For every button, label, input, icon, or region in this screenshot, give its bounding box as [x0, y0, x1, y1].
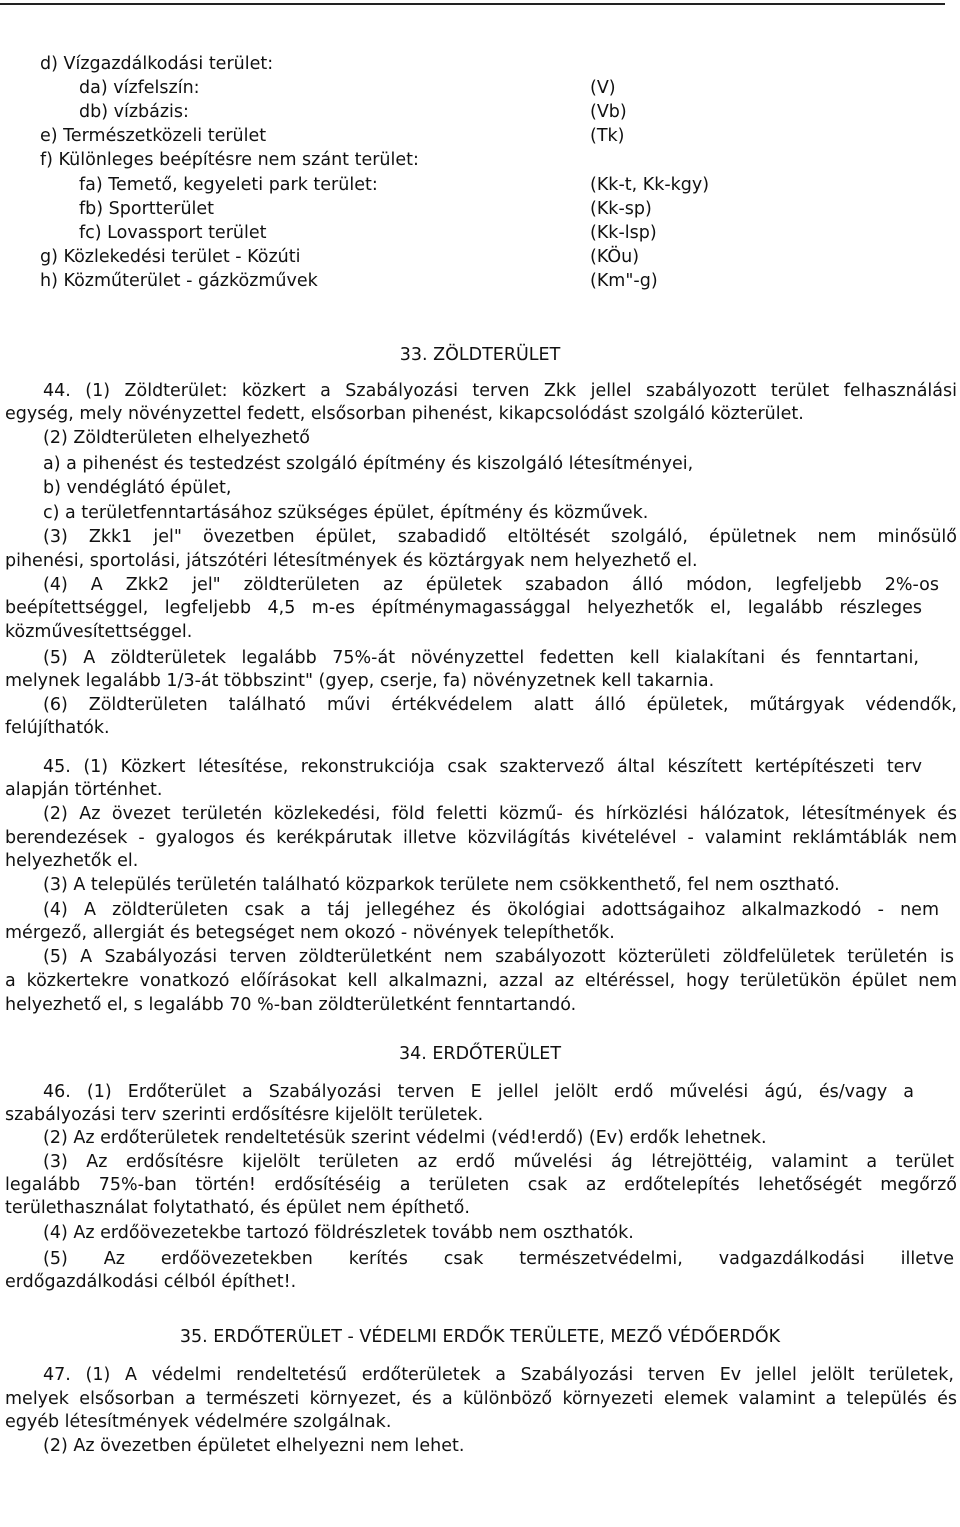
section-heading-35: 35. ERDŐTERÜLET - VÉDELMI ERDŐK TERÜLETE, MEZŐ VÉDŐERDŐK	[179, 1327, 781, 1347]
para-line: alapján történhet.	[5, 780, 163, 800]
top-rule	[0, 3, 945, 5]
para-line: melyek elsősorban a természeti környezet, és a különböző környezeti elemek valamint a település és	[5, 1389, 957, 1409]
para-line: (4) A zöldterületen csak a táj jellegéhez és ökológiai adottságaihoz alkalmazkodó - nem	[43, 900, 939, 920]
code-db: (Vb)	[590, 102, 627, 122]
list-item-db: db) vízbázis:	[79, 102, 189, 122]
para-line: felújíthatók.	[5, 718, 110, 738]
para-line: egyéb létesítmények védelmére szolgálnak.	[5, 1412, 392, 1432]
section-heading-33: 33. ZÖLDTERÜLET	[399, 345, 561, 365]
para-line: (6) Zöldterületen található művi értékvédelem alatt álló épületek, műtárgyak védendők,	[43, 695, 957, 715]
list-item-fb: fb) Sportterület	[79, 199, 215, 219]
para-line: egység, mely növényzettel fedett, elsősorban pihenést, kikapcsolódást szolgáló közterület.	[5, 404, 804, 424]
code-fc: (Kk-lsp)	[590, 223, 657, 243]
para-line: helyezhetők el.	[5, 851, 139, 871]
code-da: (V)	[590, 78, 616, 98]
para-line: (5) A Szabályozási terven zöldterületként nem szabályozott közterületi zöldfelületek területén is	[43, 947, 954, 967]
para-line: melynek legalább 1/3-át többszint" (gyep, cserje, fa) növényzetnek kell takarnia.	[5, 671, 715, 691]
list-item-f: f) Különleges beépítésre nem szánt terület:	[40, 150, 419, 170]
list-item-h: h) Közműterület - gázközművek	[40, 271, 318, 291]
para-line: (4) A Zkk2 jel" zöldterületen az épületek szabadon álló módon, legfeljebb 2%-os	[43, 575, 939, 595]
code-h: (Km"-g)	[590, 271, 658, 291]
para-line: beépítettséggel, legfeljebb 4,5 m-es építménymagassággal helyezhetők el, legalább részleges	[5, 598, 922, 618]
list-item-da: da) vízfelszín:	[79, 78, 200, 98]
section-heading-34: 34. ERDŐTERÜLET	[398, 1044, 562, 1064]
para-line: közművesítettséggel.	[5, 622, 193, 642]
para-line: mérgező, allergiát és betegséget nem okozó - növények telepíthetők.	[5, 923, 615, 943]
list-item-d: d) Vízgazdálkodási terület:	[40, 54, 274, 74]
para-line: szabályozási terv szerinti erdősítésre kijelölt területek.	[5, 1105, 484, 1125]
para-line: legalább 75%-ban történ! erdősítéséig a területen csak az erdőtelepítés lehetőségét megőrző	[5, 1175, 957, 1195]
para-line: (5) Az erdőövezetekben kerítés csak természetvédelmi, vadgazdálkodási illetve	[43, 1249, 954, 1269]
list-item-g: g) Közlekedési terület - Közúti	[40, 247, 301, 267]
code-fa: (Kk-t, Kk-kgy)	[590, 175, 710, 195]
para-line: (2) Az övezet területén közlekedési, föld feletti közmű- és hírközlési hálózatok, létesítmények és	[43, 804, 957, 824]
para-line: 47. (1) A védelmi rendeltetésű erdőterületek a Szabályozási terven Ev jellel jelölt területek,	[43, 1365, 954, 1385]
para-line: (4) Az erdőövezetekbe tartozó földrészletek tovább nem oszthatók.	[43, 1223, 634, 1243]
para-line: 44. (1) Zöldterület: közkert a Szabályozási terven Zkk jellel szabályozott terület felhasználási	[43, 381, 957, 401]
para-line: (5) A zöldterületek legalább 75%-át növényzettel fedetten kell kialakítani és fenntartani,	[43, 648, 919, 668]
para-line: 45. (1) Közkert létesítése, rekonstrukciója csak szaktervező által készített kertépítészeti terv	[43, 757, 922, 777]
para-line: pihenési, sportolási, játszótéri létesítmények és köztárgyak nem helyezhető el.	[5, 551, 698, 571]
code-e: (Tk)	[590, 126, 625, 146]
para-line: (3) Zkk1 jel" övezetben épület, szabadidő eltöltését szolgáló, épületnek nem minősülő	[43, 527, 957, 547]
code-g: (KÖu)	[590, 247, 640, 267]
list-item-e: e) Természetközeli terület	[40, 126, 267, 146]
para-line: a közkertekre vonatkozó előírásokat kell alkalmazni, azzal az eltéréssel, hogy területükön épület nem	[5, 971, 957, 991]
para-line: (3) Az erdősítésre kijelölt területen az erdő művelési ág létrejöttéig, valamint a terület	[43, 1152, 954, 1172]
list-item-fc: fc) Lovassport terület	[79, 223, 267, 243]
code-fb: (Kk-sp)	[590, 199, 652, 219]
para-line: területhasználat folytatható, és épület nem építhető.	[5, 1198, 470, 1218]
para-line: berendezések - gyalogos és kerékpárutak illetve közvilágítás kivételével - valamint reklámtáblák nem	[5, 828, 957, 848]
para-line: (2) Zöldterületen elhelyezhető	[43, 428, 310, 448]
para-line: (3) A település területén található közparkok területe nem csökkenthető, fel nem osztható.	[43, 875, 840, 895]
para-line: a) a pihenést és testedzést szolgáló építmény és kiszolgáló létesítményei,	[43, 454, 694, 474]
para-line: helyezhető el, s legalább 70 %-ban zöldterületként fenntartandó.	[5, 995, 577, 1015]
para-line: (2) Az övezetben épületet elhelyezni nem lehet.	[43, 1436, 465, 1456]
para-line: 46. (1) Erdőterület a Szabályozási terven E jellel jelölt erdő művelési ágú, és/vagy a	[43, 1082, 914, 1102]
list-item-fa: fa) Temető, kegyeleti park terület:	[79, 175, 378, 195]
para-line: c) a területfenntartásához szükséges épület, építmény és közművek.	[43, 503, 649, 523]
para-line: b) vendéglátó épület,	[43, 478, 232, 498]
para-line: erdőgazdálkodási célból építhet!.	[5, 1272, 297, 1292]
para-line: (2) Az erdőterületek rendeltetésük szerint védelmi (véd!erdő) (Ev) erdők lehetnek.	[43, 1128, 767, 1148]
